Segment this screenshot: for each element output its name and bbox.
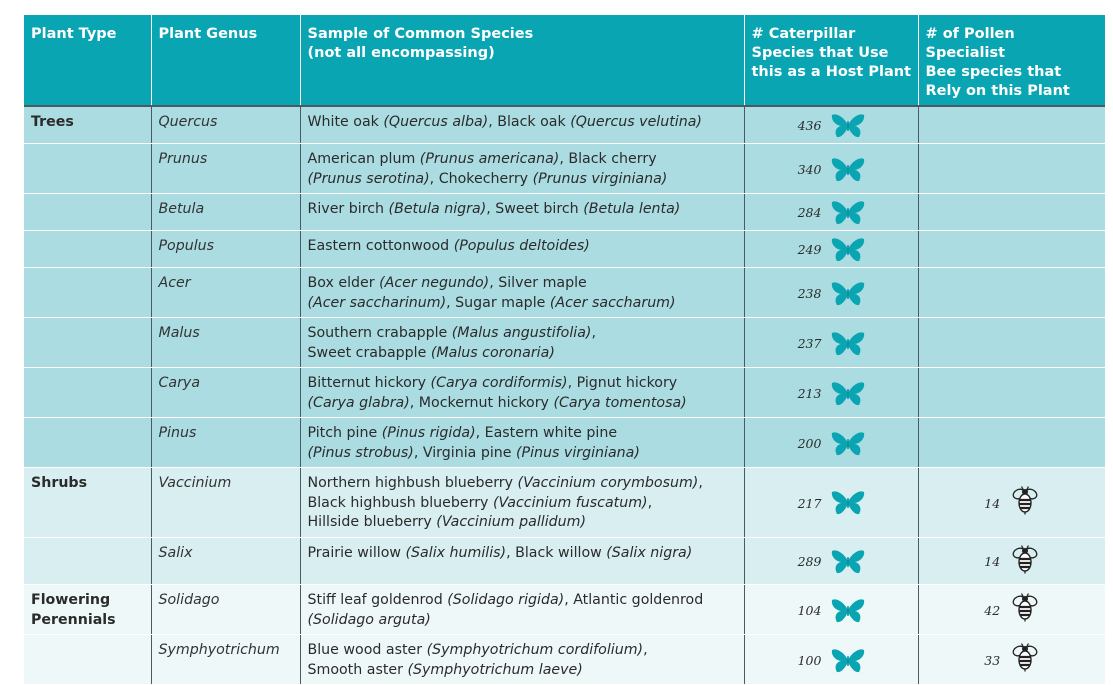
species-cell xyxy=(300,144,744,194)
caterpillar-count: 436 xyxy=(797,118,822,134)
header-bee-count: # of Pollen Specialist Bee species that Rely on this Plant xyxy=(918,15,1105,106)
butterfly-icon xyxy=(831,113,865,139)
bee-count: 14 xyxy=(984,554,1001,569)
species-text: Stiff leaf goldenrod (Solidago rigida), Atlantic goldenrod (Solidago arguta) xyxy=(307,592,704,628)
caterpillar-count: 200 xyxy=(797,435,822,451)
caterpillar-cell xyxy=(744,368,918,418)
plant-type-cell xyxy=(24,194,151,231)
caterpillar-cell xyxy=(744,231,918,268)
butterfly-icon xyxy=(831,200,865,226)
plant-type-cell xyxy=(24,537,151,585)
header-row xyxy=(24,15,1105,106)
plant-type-cell xyxy=(24,318,151,368)
caterpillar-count: 104 xyxy=(797,602,822,618)
species-cell xyxy=(300,106,744,144)
butterfly-icon xyxy=(831,549,865,575)
butterfly-icon xyxy=(831,157,865,183)
butterfly-icon xyxy=(831,281,865,307)
species-cell xyxy=(300,585,744,635)
plant-type-cell xyxy=(24,268,151,318)
species-cell xyxy=(300,368,744,418)
bee-cell xyxy=(918,635,1105,685)
bee-icon xyxy=(1010,544,1040,581)
species-cell xyxy=(300,418,744,468)
caterpillar-count: 237 xyxy=(797,335,822,351)
plant-table xyxy=(24,15,1105,685)
plant-genus-cell xyxy=(151,231,300,268)
plant-genus-cell xyxy=(151,268,300,318)
table-row xyxy=(24,231,1105,268)
plant-genus-text: Populus xyxy=(158,238,215,254)
butterfly-icon xyxy=(831,331,865,357)
species-text: Pitch pine (Pinus rigida), Eastern white pine (Pinus strobus), Virginia pine (Pinus virginiana) xyxy=(307,425,640,461)
species-text: Southern crabapple (Malus angustifolia), Sweet crabapple (Malus coronaria) xyxy=(307,325,596,361)
species-text: River birch (Betula nigra), Sweet birch (Betula lenta) xyxy=(307,201,681,217)
bee-cell xyxy=(918,318,1105,368)
header-plant-genus: Plant Genus xyxy=(151,15,300,106)
plant-genus-cell xyxy=(151,194,300,231)
plant-genus-cell xyxy=(151,635,300,685)
bee-cell xyxy=(918,537,1105,585)
header-sample-species: Sample of Common Species (not all encompassing) xyxy=(300,15,744,106)
plant-type-cell xyxy=(24,635,151,685)
bee-count: 14 xyxy=(984,495,1001,511)
caterpillar-count: 213 xyxy=(797,385,822,401)
table-row xyxy=(24,537,1105,585)
caterpillar-count: 340 xyxy=(797,161,822,177)
species-cell xyxy=(300,231,744,268)
bee-cell xyxy=(918,144,1105,194)
plant-type-cell xyxy=(24,144,151,194)
caterpillar-cell xyxy=(744,418,918,468)
species-cell xyxy=(300,194,744,231)
table-row xyxy=(24,368,1105,418)
table-row xyxy=(24,144,1105,194)
plant-type-text: Shrubs xyxy=(31,475,88,491)
table-row xyxy=(24,106,1105,144)
caterpillar-count: 249 xyxy=(797,242,822,258)
table-row xyxy=(24,635,1105,685)
species-text: Bitternut hickory (Carya cordiformis), Pignut hickory (Carya glabra), Mockernut hickory (Carya tomentosa) xyxy=(307,375,687,411)
plant-genus-cell xyxy=(151,318,300,368)
plant-genus-cell xyxy=(151,106,300,144)
plant-type-text: Flowering Perennials xyxy=(31,592,116,628)
species-text: Prairie willow (Salix humilis), Black willow (Salix nigra) xyxy=(307,544,693,561)
table-row xyxy=(24,585,1105,635)
plant-genus-text: Betula xyxy=(158,201,205,217)
butterfly-icon xyxy=(831,490,865,516)
butterfly-icon xyxy=(831,598,865,624)
bee-cell xyxy=(918,585,1105,635)
butterfly-icon xyxy=(831,237,865,263)
plant-type-cell xyxy=(24,368,151,418)
species-text: American plum (Prunus americana), Black cherry (Prunus serotina), Chokecherry (Prunus virginiana) xyxy=(307,151,668,187)
plant-type-cell xyxy=(24,231,151,268)
caterpillar-cell xyxy=(744,537,918,585)
caterpillar-count: 217 xyxy=(797,495,822,511)
caterpillar-cell xyxy=(744,318,918,368)
plant-genus-text: Solidago xyxy=(158,592,220,608)
species-text: Eastern cottonwood (Populus deltoides) xyxy=(307,238,590,254)
plant-genus-text: Malus xyxy=(158,325,200,341)
caterpillar-count: 284 xyxy=(797,205,822,221)
species-cell xyxy=(300,318,744,368)
table-row xyxy=(24,418,1105,468)
plant-genus-cell xyxy=(151,537,300,585)
bee-cell xyxy=(918,418,1105,468)
table-row xyxy=(24,194,1105,231)
table-body xyxy=(24,106,1105,685)
species-cell xyxy=(300,268,744,318)
caterpillar-cell xyxy=(744,635,918,685)
plant-genus-cell xyxy=(151,468,300,538)
species-text: Northern highbush blueberry (Vaccinium corymbosum), Black highbush blueberry (Vaccinium fuscatum), Hillside blueberry (Vaccinium pallidum) xyxy=(307,475,703,530)
header-caterpillar-count: # Caterpillar Species that Use this as a Host Plant xyxy=(744,15,918,106)
bee-icon xyxy=(1010,642,1040,679)
plant-genus-text: Pinus xyxy=(158,425,197,441)
butterfly-icon xyxy=(831,648,865,674)
table-row xyxy=(24,268,1105,318)
species-cell xyxy=(300,537,744,585)
table-row xyxy=(24,468,1105,538)
plant-genus-text: Prunus xyxy=(158,151,208,167)
plant-genus-text: Quercus xyxy=(158,114,218,130)
species-text: Blue wood aster (Symphyotrichum cordifolium), Smooth aster (Symphyotrichum laeve) xyxy=(307,642,648,678)
header-plant-type: Plant Type xyxy=(24,15,151,106)
bee-cell xyxy=(918,468,1105,538)
bee-icon xyxy=(1010,592,1040,629)
plant-genus-cell xyxy=(151,144,300,194)
plant-genus-cell xyxy=(151,368,300,418)
bee-cell xyxy=(918,106,1105,144)
bee-cell xyxy=(918,268,1105,318)
species-cell xyxy=(300,468,744,538)
caterpillar-cell xyxy=(744,468,918,538)
caterpillar-count: 289 xyxy=(797,554,822,569)
species-cell xyxy=(300,635,744,685)
plant-type-cell xyxy=(24,585,151,635)
plant-genus-text: Vaccinium xyxy=(158,475,232,491)
bee-cell xyxy=(918,231,1105,268)
plant-type-cell xyxy=(24,106,151,144)
butterfly-icon xyxy=(831,381,865,407)
bee-icon xyxy=(1010,485,1040,522)
caterpillar-count: 100 xyxy=(797,652,822,668)
caterpillar-cell xyxy=(744,144,918,194)
species-text: White oak (Quercus alba), Black oak (Quercus velutina) xyxy=(307,114,702,130)
plant-type-text: Trees xyxy=(31,114,74,130)
plant-type-cell xyxy=(24,418,151,468)
plant-type-cell xyxy=(24,468,151,538)
caterpillar-cell xyxy=(744,194,918,231)
caterpillar-cell xyxy=(744,106,918,144)
plant-genus-cell xyxy=(151,585,300,635)
plant-genus-cell xyxy=(151,418,300,468)
bee-cell xyxy=(918,368,1105,418)
bee-count: 33 xyxy=(984,652,1001,668)
plant-genus-text: Carya xyxy=(158,375,201,391)
bee-cell xyxy=(918,194,1105,231)
caterpillar-count: 238 xyxy=(797,285,822,301)
plant-genus-text: Acer xyxy=(158,275,191,291)
bee-count: 42 xyxy=(984,602,1001,618)
plant-genus-text: Salix xyxy=(158,544,193,561)
plant-genus-text: Symphyotrichum xyxy=(158,642,280,658)
caterpillar-cell xyxy=(744,585,918,635)
butterfly-icon xyxy=(831,431,865,457)
table-row xyxy=(24,318,1105,368)
caterpillar-cell xyxy=(744,268,918,318)
species-text: Box elder (Acer negundo), Silver maple (Acer saccharinum), Sugar maple (Acer saccharum) xyxy=(307,275,676,311)
